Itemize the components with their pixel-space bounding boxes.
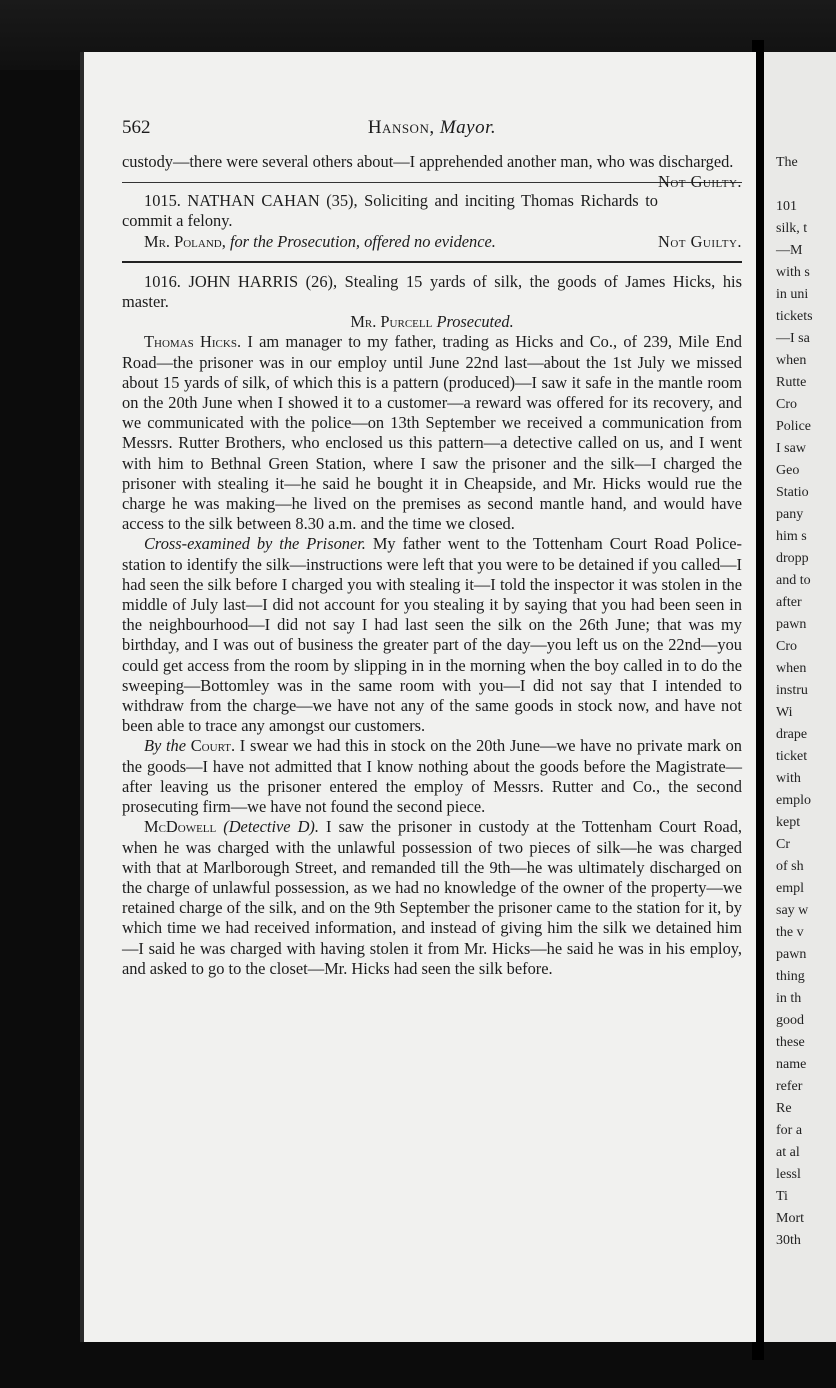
facing-page-line: 30th: [776, 1233, 801, 1248]
case-1016-counsel-text: Prosecuted.: [436, 312, 514, 332]
facing-page-line: Cr: [776, 837, 790, 852]
facing-page-line: [776, 174, 836, 196]
running-head-name: Hanson,: [367, 117, 435, 138]
facing-page-line: with s: [776, 265, 810, 280]
facing-page-line: Police: [776, 419, 811, 434]
court-name: Court.: [190, 736, 236, 756]
facing-page-line: at al: [776, 1145, 800, 1160]
facing-page-line: empl: [776, 881, 804, 896]
by-the-court: [122, 736, 742, 817]
facing-page-line: him s: [776, 529, 807, 544]
case-1015-heading: 1015. NATHAN CAHAN (35), Soliciting and inciting Thomas Richards to commit a felony.: [122, 191, 658, 231]
facing-page-line: —I sa: [776, 331, 810, 346]
facing-page-line: the v: [776, 925, 804, 940]
case-1016-counsel-name: Mr. Purcell: [350, 312, 433, 332]
facing-page-line: ticket: [776, 749, 808, 764]
facing-page-line: I saw: [776, 441, 806, 456]
facing-page-line: in uni: [776, 287, 809, 302]
facing-page-line: lessl: [776, 1167, 801, 1182]
facing-page-line: Rutte: [776, 375, 807, 390]
witness-1-text: I am manager to my father, trading as Hicks and Co., of 239, Mile End Road—the prisoner was in our employ until June 22nd last—about the 1st July we missed about 15 yards of silk, of which this is a pattern (produced)—I saw it safe in the mantle room on the 20th June when I showed it to a customer—a reward was offered for its recovery, and we communicated with the police—on 13th September we received a communication from Messrs. Rutter Brothers, who enclosed us this pattern—a detective called on us, and I went with him to Bethnal Green Station, where I saw the prisoner and the silk—I charged the prisoner with stealing it—he said he bought it in Cheapside, and Mr. Hicks would rue the charge he was making—he lived on the premises as second mantle hand, and would have access to the silk between 8.30 a.m. and the time we closed.: [122, 332, 742, 534]
facing-page-line: good: [776, 1013, 804, 1028]
facing-page-line: Mort: [776, 1211, 804, 1226]
facing-page-line: of sh: [776, 859, 804, 874]
facing-page-line: Statio: [776, 485, 809, 500]
case-1015-counsel-text: for the Prosecution, offered no evidence.: [229, 231, 496, 251]
facing-page-line: these: [776, 1035, 805, 1050]
facing-page-line: emplo: [776, 793, 811, 808]
facing-page-line: tickets: [776, 309, 813, 324]
facing-page-line: name: [776, 1057, 807, 1072]
facing-page-line: pawn: [776, 947, 807, 962]
facing-page-line: instru: [776, 683, 808, 698]
section-divider: [122, 182, 742, 183]
witness-2-text: I saw the prisoner in custody at the Tottenham Court Road, when he was charged with the unlawful possession of two pieces of silk—he was charged with that at Marlborough Street, and remanded till the 9th—he was ultimately discharged on the charge of unlawful possession, as we had no knowledge of the owner of the property—we retained charge of the silk, and on the 9th September the prisoner came to the station for it, by which time we had received information, and instead of giving him the silk we detained him—I said he was charged with having stolen it from Mr. Hicks—he said he was in his employ, and asked to go to the closet—Mr. Hicks had seen the silk before.: [122, 817, 742, 978]
case-1016-heading: 1016. JOHN HARRIS (26), Stealing 15 yards of silk, the goods of James Hicks, his master.: [122, 271, 742, 312]
facing-page-line: refer: [776, 1079, 803, 1094]
facing-page-line: thing: [776, 969, 805, 984]
facing-page-line: dropp: [776, 551, 809, 566]
witness-mcdowell: [122, 817, 742, 979]
facing-page-line: The: [776, 155, 798, 170]
facing-page-line: pany: [776, 507, 804, 522]
page-number: 562: [122, 117, 151, 138]
page-header: [122, 112, 742, 152]
facing-page-line: 101: [776, 199, 797, 214]
facing-page-line: in th: [776, 991, 802, 1006]
facing-page-line: and to: [776, 573, 811, 588]
facing-page-line: Re: [776, 1101, 792, 1116]
facing-page-line: pawn: [776, 617, 807, 632]
cross-label: Cross-examined by the Prisoner.: [144, 534, 366, 554]
case-1015-counsel: [122, 232, 742, 252]
text-column: [122, 112, 742, 979]
witness-1-name: Thomas Hicks.: [144, 332, 242, 352]
facing-page-line: silk, t: [776, 221, 808, 236]
case-1016-counsel: [122, 312, 742, 332]
facing-page-line: with: [776, 771, 801, 786]
facing-page-line: when: [776, 661, 807, 676]
facing-page-line: drape: [776, 727, 808, 742]
facing-page-line: say w: [776, 903, 809, 918]
facing-page-line: Wi: [776, 705, 793, 720]
facing-page-line: kept: [776, 815, 801, 830]
facing-page-line: after: [776, 595, 802, 610]
carryover-paragraph: [122, 152, 742, 192]
case-1015-counsel-name: Mr. Poland,: [144, 231, 226, 251]
facing-page-line: —M: [776, 243, 803, 258]
facing-page-line: Cro: [776, 639, 797, 654]
facing-page-line: Ti: [776, 1189, 788, 1204]
court-label: By the: [144, 736, 187, 756]
facing-page-line: Cro: [776, 397, 797, 412]
section-divider: [122, 261, 742, 263]
witness-2-name: McDowell: [144, 817, 217, 837]
case-1015-verdict: Not Guilty.: [657, 231, 742, 251]
facing-page-line: Geo: [776, 463, 800, 478]
witness-thomas-hicks: [122, 332, 742, 534]
carryover-text: custody—there were several others about—I apprehended another man, who was discharged.: [122, 152, 734, 171]
cross-text: My father went to the Tottenham Court Road Police-station to identify the silk—instructions were left that you were to be detained if you called—I had seen the silk before I charged you with stealing it—I told the inspector it was stolen in the middle of July last—I did not account for you stealing it by saying that you had been seen in the neighbourhood—I did not say I had last seen the silk on the 26th June; that was my birthday, and I was out of business the greater part of the day—you left us on the 22nd—you could get access from the room by slipping in in the morning when the boy called in to do the sweeping—Bottomley was in the same room with you—I did not say that I intended to withdraw from the charge—we have not any of the same goods in stock now, and have not been able to trace any amongst our customers.: [122, 534, 742, 736]
facing-page: [764, 52, 836, 1342]
cross-examination: [122, 534, 742, 736]
witness-2-role: (Detective D).: [223, 817, 319, 837]
court-text: I swear we had this in stock on the 20th June—we have no private mark on the goods—I have not admitted that I know nothing about the goods before the Magistrate—after leaving us the prisoner entered the employ of Messrs. Rutter and Co., the second prosecuting firm—we have not found the second piece.: [122, 736, 742, 817]
facing-page-line: when: [776, 353, 807, 368]
carryover-verdict: Not Guilty.: [657, 172, 742, 192]
running-head-title: Mayor.: [439, 117, 497, 138]
left-page: [80, 52, 756, 1342]
facing-page-fragments: [776, 152, 836, 1252]
facing-page-line: for a: [776, 1123, 803, 1138]
running-head: [122, 118, 742, 138]
